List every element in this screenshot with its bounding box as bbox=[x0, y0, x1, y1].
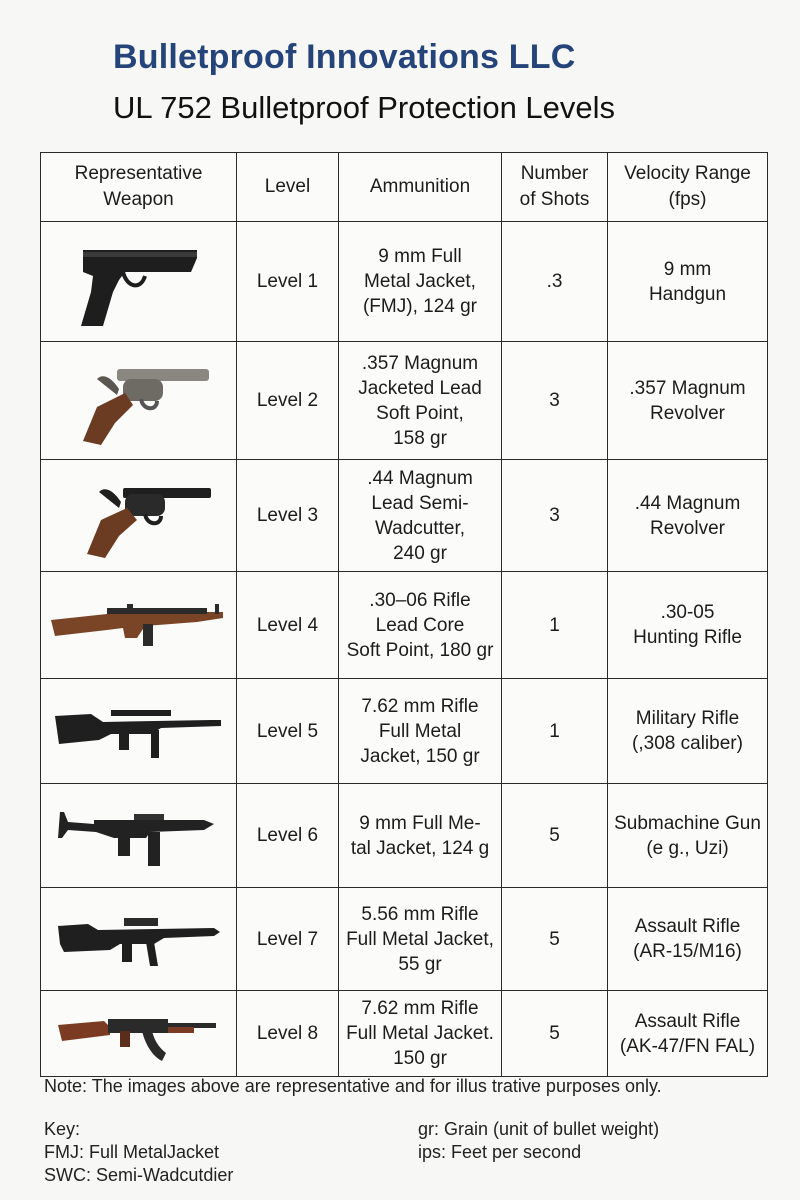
revolver-icon bbox=[59, 468, 219, 564]
shots-cell: 1 bbox=[502, 679, 608, 784]
level-cell: Level 3 bbox=[237, 460, 339, 572]
ammunition-cell: .357 Magnum Jacketed Lead Soft Point, 158 gr bbox=[339, 342, 502, 460]
shots-cell: 3 bbox=[502, 342, 608, 460]
revolver-icon bbox=[59, 351, 219, 451]
shots-cell: 5 bbox=[502, 784, 608, 888]
weapon-cell bbox=[41, 222, 237, 342]
table-row bbox=[41, 888, 768, 991]
hunting-rifle-icon bbox=[47, 590, 231, 660]
level-cell: Level 4 bbox=[237, 572, 339, 679]
assault-rifle-icon bbox=[54, 904, 224, 974]
weapon-cell bbox=[41, 784, 237, 888]
key-item: ips: Feet per second bbox=[418, 1142, 582, 1162]
pistol-icon bbox=[69, 232, 209, 332]
table-row bbox=[41, 342, 768, 460]
shots-cell: 5 bbox=[502, 888, 608, 991]
ammunition-cell: 7.62 mm Rifle Full Metal Jacket, 150 gr bbox=[339, 679, 502, 784]
header-ammunition: Ammunition bbox=[339, 153, 502, 222]
table-header-row bbox=[41, 153, 768, 222]
level-cell: Level 8 bbox=[237, 991, 339, 1077]
level-cell: Level 6 bbox=[237, 784, 339, 888]
ammunition-cell: .30–06 Rifle Lead Core Soft Point, 180 gr bbox=[339, 572, 502, 679]
weapon-cell bbox=[41, 342, 237, 460]
table-row bbox=[41, 460, 768, 572]
key-right bbox=[418, 1118, 659, 1164]
velocity-cell: Assault Rifle (AR-15/M16) bbox=[608, 888, 768, 991]
key-item: FMJ: Full MetalJacket bbox=[44, 1142, 220, 1162]
level-cell: Level 1 bbox=[237, 222, 339, 342]
table-row bbox=[41, 991, 768, 1077]
shots-cell: 3 bbox=[502, 460, 608, 572]
ammunition-cell: .44 Magnum Lead Semi- Wadcutter, 240 gr bbox=[339, 460, 502, 572]
key-item: SWC: Semi-Wadcutdier bbox=[44, 1165, 234, 1185]
level-cell: Level 5 bbox=[237, 679, 339, 784]
weapon-cell bbox=[41, 679, 237, 784]
ammunition-cell: 7.62 mm Rifle Full Metal Jacket. 150 gr bbox=[339, 991, 502, 1077]
table-row bbox=[41, 679, 768, 784]
velocity-cell: .30-05 Hunting Rifle bbox=[608, 572, 768, 679]
military-rifle-icon bbox=[51, 696, 227, 766]
shots-cell: 1 bbox=[502, 572, 608, 679]
level-cell: Level 2 bbox=[237, 342, 339, 460]
header-velocity: Velocity Range (fps) bbox=[608, 153, 768, 222]
header-level: Level bbox=[237, 153, 339, 222]
ak47-icon bbox=[54, 1001, 224, 1067]
weapon-cell bbox=[41, 460, 237, 572]
header-weapon: Representative Weapon bbox=[41, 153, 237, 222]
company-name: Bulletproof Innovations LLC bbox=[113, 38, 576, 76]
velocity-cell: .44 Magnum Revolver bbox=[608, 460, 768, 572]
table-row bbox=[41, 222, 768, 342]
key-item: gr: Grain (unit of bullet weight) bbox=[418, 1119, 660, 1139]
page-title: UL 752 Bulletproof Protection Levels bbox=[113, 90, 616, 125]
key-left bbox=[44, 1118, 233, 1187]
key-title: Key: bbox=[44, 1119, 81, 1139]
ammunition-cell: 5.56 mm Rifle Full Metal Jacket, 55 gr bbox=[339, 888, 502, 991]
velocity-cell: Assault Rifle (AK-47/FN FAL) bbox=[608, 991, 768, 1077]
weapon-cell bbox=[41, 991, 237, 1077]
disclaimer-note: Note: The images above are representative and for illus trative purposes only. bbox=[44, 1076, 662, 1096]
table-row bbox=[41, 572, 768, 679]
velocity-cell: Military Rifle (,308 caliber) bbox=[608, 679, 768, 784]
table-row bbox=[41, 784, 768, 888]
ammunition-cell: 9 mm Full Me- tal Jacket, 124 g bbox=[339, 784, 502, 888]
ammunition-cell: 9 mm Full Metal Jacket, (FMJ), 124 gr bbox=[339, 222, 502, 342]
weapon-cell bbox=[41, 572, 237, 679]
shots-cell: 5 bbox=[502, 991, 608, 1077]
velocity-cell: .357 Magnum Revolver bbox=[608, 342, 768, 460]
submachine-gun-icon bbox=[54, 798, 224, 874]
velocity-cell: Submachine Gun (e g., Uzi) bbox=[608, 784, 768, 888]
level-cell: Level 7 bbox=[237, 888, 339, 991]
header-shots: Number of Shots bbox=[502, 153, 608, 222]
shots-cell: .3 bbox=[502, 222, 608, 342]
velocity-cell: 9 mm Handgun bbox=[608, 222, 768, 342]
protection-levels-table bbox=[40, 152, 768, 1077]
weapon-cell bbox=[41, 888, 237, 991]
